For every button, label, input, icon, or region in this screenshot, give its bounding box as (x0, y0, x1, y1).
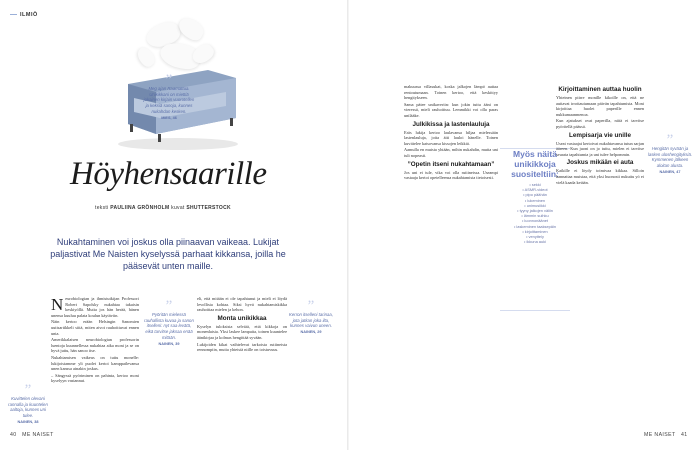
tips-box-title: Myös näitä unikikkoja suositeltiin: (511, 149, 559, 179)
body-column-3 (404, 84, 498, 424)
list-item: • lukeminen (500, 198, 570, 203)
paragraph: Lukijoiden kikat vaihtelevat tarkoista rutiineista rennompiin, mutta yhteistä niille on toistuvuus. (197, 341, 287, 353)
list-item: • sekki (500, 182, 570, 187)
quote-mark-icon: ” (165, 300, 173, 314)
byline-author: PAULIINA GRÖNHOLM (110, 205, 170, 211)
list-item: • unimusiikki (500, 203, 570, 208)
body-column-1 (51, 296, 139, 424)
lead-paragraph: Nukahtaminen voi joskus olla piinaavan vaikeaa. Lukijat paljastivat Me Naisten kyselyssä parhaat kikkansa, joilla he pääsevät unten maille. (50, 237, 286, 271)
paragraph: makuussa villasukat, koska jalkojen lämpö auttaa rentoutumaan. Toinen kertoo, että keskittyy hengitykseen. (404, 84, 498, 101)
paragraph: Amerikkalaisen neurobiologian professorin luentoja kuunnellessa nukahtaa aika moni ja se on hyvä juttu, hän sanoo itse. (51, 337, 139, 354)
paragraph: eurobiologian ja ihmistutkijan Professori Robert Sapolsky nukahtaa takaisin keskiyöllä. Mutta jos hän herää, hänen unensa kuuluu palata koulun käytäviin. (51, 296, 139, 318)
folio-right (644, 432, 688, 438)
subheading-opetin-itseni: ”Opetin itseni nukahtamaan” (407, 160, 495, 168)
quote-mark-icon: ” (666, 134, 674, 148)
subheading-kirjoittaminen: Kirjoittaminen auttaa huolin (558, 86, 642, 93)
article-title: Höyhensaarille (70, 156, 267, 192)
paragraph: eli, että mitään ei ole tapahtunut ja mieli ei löydä levollista kohtaa. Siksi hyvä nukahtamiskikka rauhoittaa mielen ja kehon. (197, 296, 287, 313)
magazine-name: ME NAISET (644, 432, 676, 438)
list-item: • pipo päähän (500, 192, 570, 197)
list-item: • laskeminen taaksepäin (500, 224, 570, 229)
byline (95, 205, 231, 211)
paragraph: Kaikille ei löydy toimivaa kikkaa. Silloin kannattaa muistaa, että yksi huonosti nukuttu yö ei vielä kaada ketään. (556, 168, 644, 185)
paragraph: Aamulla en muista yhtään, mihin nukahdin, mutta uni tuli nopeasti. (404, 147, 498, 158)
pull-quote (144, 300, 194, 410)
pull-quote-cite: MIES, 46 (161, 115, 177, 120)
list-item: • luonnonäänet (500, 218, 570, 223)
paragraph: Yhteinen piirre monille kikoille on, että ne auttavat irrottautumaan päivän tapahtumista. Moni kirjoittaa huolet paperille ennen nukkumaanmenoa. (556, 95, 644, 117)
page-number: 40 (10, 432, 17, 438)
paragraph: – Sängyssä pyöriminen on pahinta, kertoo moni kyselyyn vastannut. (51, 372, 139, 384)
subheading-joskus: Joskus mikään ei auta (566, 159, 634, 167)
byline-text-label: teksti (95, 205, 109, 211)
pull-quote-text: Pyöritän mielessä rauhallista kuvaa ja sanon itselleni: nyt saa levätä, eikä tarvitse jaksaa enää mitään. (144, 312, 194, 340)
subheading-lempisarja: Lempisarja vie unille (569, 131, 631, 139)
body-column-4 (556, 84, 644, 424)
list-item: • ASMR-videot (500, 187, 570, 192)
list-item: • venyttely (500, 234, 570, 239)
list-item: • kirjoittaminen (500, 229, 570, 234)
pull-quote-cite: NAINEN, 29 (300, 330, 322, 335)
pull-quote-text: Kuvittelen olevani rannalla ja kuuntelen aaltoja, kunnes uni tulee. (8, 396, 48, 419)
quote-mark-icon: ” (165, 74, 173, 88)
pull-quote-text: Hengitän syvään ja lasken uloshengityksiä. Kymmenen jälkeen aloitan alusta. (647, 146, 693, 169)
folio-left (10, 432, 54, 438)
paragraph: Eräs lukija kertoo laulavansa hiljaa mielessään lastenlauluja, joita äiti lauloi hänelle. Toinen kuvittelee katsovansa kissojen leikkiä. (404, 129, 498, 146)
pull-quote (8, 384, 48, 428)
paragraph: Jos uni ei tule, vika voi olla rutiineissa. Useampi vastaaja kertoi opetelleensa nukahtamista tietoisesti. (404, 169, 498, 181)
list-item: • lämmin suihku (500, 213, 570, 218)
list-item: • ikkuna auki (500, 239, 570, 244)
pull-quote (288, 300, 334, 410)
pull-quote-cite: NAINEN, 38 (17, 419, 39, 424)
pull-quote-text: Meg ajan Raamattua. Unikikkani on miettiä jokainen kirjain vuorotellen ja keksiä sanoja, kunnes nukahdan kesken. (143, 86, 195, 114)
pull-quote-cite: NAINEN, 47 (659, 169, 681, 174)
magazine-name: ME NAISET (22, 432, 54, 438)
list-item: • tyyny jalkojen väliin (500, 208, 570, 213)
pull-quote-text: Kerron itselleni tarinaa, jota jatkan joka ilta, kunnes vaivun uneen. (289, 312, 333, 329)
subheading-julkikissa: Julkikissa ja lastenlauluja (412, 120, 490, 128)
paragraph: Sama pätee unikaveriin: kun jokin tuttu ääni on vieressä, mieli rauhoittuu. Lemmikki voi olla paras unilääke. (404, 101, 498, 118)
section-label: ILMIÖ (10, 12, 38, 18)
paragraph: Useat vastaajat kertoivat nukahtavansa tutun sarjan ääreen. Kun juoni on jo tuttu, mielen ei tarvitse seurata tapahtumia ja uni tulee helpommin. (556, 140, 644, 157)
quote-mark-icon: ” (24, 384, 32, 398)
byline-image-label: kuvat (171, 205, 185, 211)
paragraph: Näin kertoo erään Helsingin Sanomien uutisartikkeli siitä, miten aivot rauhoittuvat ennen unta. (51, 319, 139, 336)
page-gutter (347, 0, 349, 450)
pull-quote (143, 74, 195, 178)
paragraph: Kun ajatukset ovat paperilla, niitä ei tarvitse pyöritellä päässä. (556, 118, 644, 129)
byline-photos: SHUTTERSTOCK (186, 205, 231, 211)
quote-mark-icon: ” (307, 300, 315, 314)
page-number: 41 (681, 432, 688, 438)
pull-quote (647, 134, 693, 224)
drop-cap: N (51, 296, 64, 314)
pull-quote-cite: NAINEN, 39 (158, 341, 180, 346)
body-column-2 (197, 296, 287, 424)
subheading-monta-unikikkaa: Monta unikikkaa (217, 314, 267, 322)
paragraph: Kyselyn tuloksista selviää, että kikkoja on monenlaisia. Yksi laskee lampaita, toinen kuuntelee äänikirjaa ja kolmas hengittää syvään. (197, 323, 287, 340)
paragraph: Nukahtamisen vaikeus on tuttu monelle: lukijoistamme yli puolet kertoi kamppailevansa unen kanssa ainakin joskus. (51, 354, 139, 372)
